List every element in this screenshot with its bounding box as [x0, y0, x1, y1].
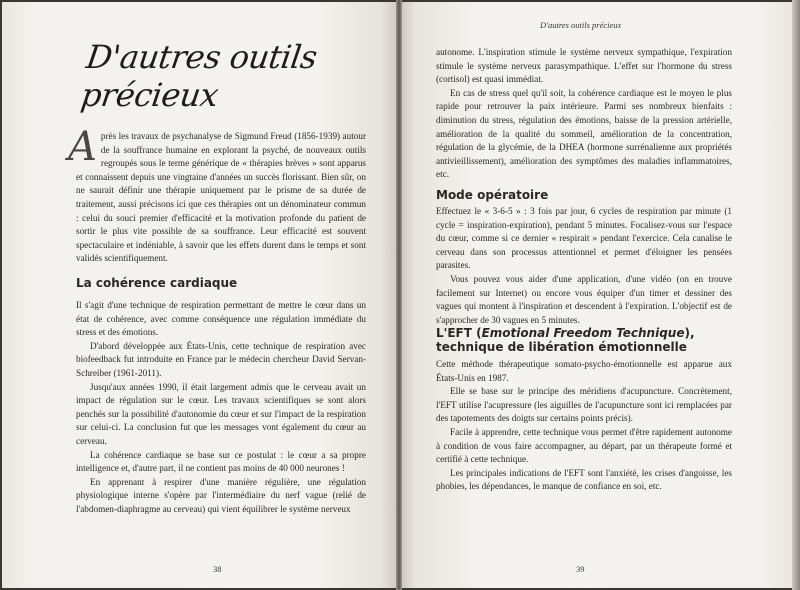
- page-number-left: 38: [213, 564, 222, 574]
- paragraph: En apprenant à respirer d'une manière régulière, une régulation physiologique interne s'opère par l'intermédiaire du nerf vague (relié de l'abdomen-diaphragme au cerveau) qui vient équilibrer le système nerveux: [76, 476, 366, 514]
- eft-heading-line2: technique de libération émotionnelle: [436, 340, 687, 354]
- right-page: [400, 2, 792, 588]
- eft-heading-italic: Emotional Freedom Technique: [481, 326, 685, 340]
- book-gutter: [396, 0, 402, 590]
- coherence-body: [76, 299, 366, 517]
- drop-cap: A: [68, 124, 97, 170]
- paragraph: Jusqu'aux années 1990, il était largement admis que le cerveau avait un impact de régulation sur le cœur. Les travaux scientifiques se sont alors penchés sur la possibilité d'autonomie du cœur et sur l'impact de la respiration sur celui-ci. La conclusion fut que les messages vont également du cœur au cerveau.: [76, 381, 366, 446]
- eft-body: [436, 358, 732, 494]
- running-head: D'autres outils précieux: [540, 20, 622, 30]
- page-edge: [792, 0, 800, 590]
- continued-text: [436, 46, 732, 182]
- paragraph: Effectuez le « 3-6-5 » : 3 fois par jour, 6 cycles de respiration par minute (1 cycle = inspiration-expiration), pendant 5 minutes. Focalisez-vous sur l'espace du cœur, comme si ce dernier « respirait » pendant l'exercice. Cela canalise le cerveau dans son processus attentionnel et permet d'éloigner les pensées parasites.: [436, 206, 732, 271]
- left-page: [2, 2, 397, 588]
- paragraph: Il s'agit d'une technique de respiration permettant de mettre le cœur dans un état de cohérence, avec comme conséquence une régulation immédiate du stress et des émotions.: [76, 300, 366, 338]
- eft-heading-prefix: L'EFT (: [436, 326, 482, 340]
- eft-heading-suffix: ),: [684, 326, 695, 340]
- paragraph: Les principales indications de l'EFT sont l'anxiété, les crises d'angoisse, les phobies, les dépendances, le manque de confiance en soi, etc.: [436, 467, 732, 492]
- paragraph: D'abord développée aux États-Unis, cette technique de respiration avec biofeedback fut introduite en France par le médecin chercheur David Servan-Schreiber (1961-2011).: [76, 340, 366, 378]
- section-heading-coherence: La cohérence cardiaque: [76, 276, 238, 290]
- paragraph: En cas de stress quel qu'il soit, la cohérence cardiaque est le moyen le plus rapide pour retrouver la paix intérieure. Parmi ses nombreux bienfaits : diminution du stress, régulation des émotions, baisse de la pression artérielle, amélioration de la qualité du sommeil, amélioration de la concentration, régulation de la glycémie, de la DHEA (hormone surrénalienne aux propriétés antivieillissement), amélioration des symptômes des maladies inflammatoires, etc.: [436, 87, 732, 180]
- mode-body: [436, 205, 732, 327]
- paragraph: Vous pouvez vous aider d'une application, d'une vidéo (on en trouve facilement sur Internet) ou encore vous équiper d'un timer et dessiner des vagues qui montent à l'inspiration et descendent à l'expiration. L'objectif est de s'approcher de 30 vagues en 5 minutes.: [436, 273, 732, 325]
- chapter-title: D'autres outils précieux: [78, 38, 320, 114]
- paragraph: Cette méthode thérapeutique somato-psycho-émotionnelle est apparue aux États-Unis en 1987.: [436, 359, 732, 383]
- intro-paragraph: [68, 124, 366, 266]
- page-number-right: 39: [576, 564, 585, 574]
- intro-text: près les travaux de psychanalyse de Sigmund Freud (1856-1939) autour de la souffrance humaine en explorant la psyché, de nouveaux outils regroupés sous le terme générique de « thérapies brèves » sont apparus et connaissent depuis une vingtaine d'années un succès florissant. Bien sûr, on ne saurait définir une thérapie uniquement par le prisme de sa durée de traitement, aussi précisons ici que ces thérapies ont un dénominateur commun : celui du souci premier d'efficacité et la motivation profonde du patient de sortir le plus vite possible de sa souffrance. Leur efficacité est souvent spectaculaire et indéniable, à savoir que les effets durent dans le temps et sont validés scientifiquement.: [76, 131, 366, 264]
- paragraph: autonome. L'inspiration stimule le système nerveux sympathique, l'expiration stimule le système nerveux parasympathique. L'effet sur l'hormone du stress (cortisol) est quasi immédiat.: [436, 47, 732, 85]
- section-heading-eft: [436, 326, 695, 354]
- paragraph: Elle se base sur le principe des méridiens d'acupuncture. Concrètement, l'EFT utilise l'acupressure (les aiguilles de l'acupuncture sont ici remplacées par des tapotements des doigts sur certains points précis).: [436, 386, 732, 424]
- paragraph: La cohérence cardiaque se base sur ce postulat : le cœur a sa propre intelligence et, d'autre part, il ne contient pas moins de 40 000 neurones !: [76, 449, 366, 474]
- paragraph: Facile à apprendre, cette technique vous permet d'être rapidement autonome à condition de vous faire accompagner, au départ, par un thérapeute formé et certifié à cette technique.: [436, 426, 732, 465]
- section-heading-mode: Mode opératoire: [436, 188, 549, 202]
